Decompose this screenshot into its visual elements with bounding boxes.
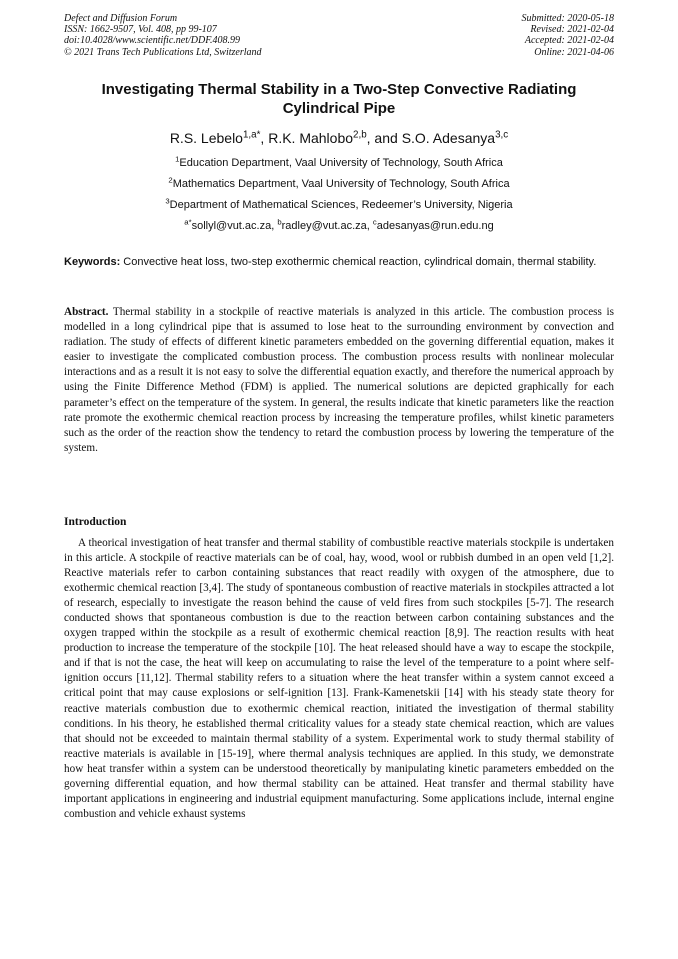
abstract-section [64, 305, 614, 456]
journal-doi: doi:10.4028/www.scientific.net/DDF.408.99 [64, 35, 241, 47]
journal-issn: ISSN: 1662-9507, Vol. 408, pp 99-107 [64, 24, 217, 36]
affiliations [64, 154, 614, 238]
author-separator: , [260, 130, 269, 146]
affiliation-3 [64, 196, 614, 217]
journal-name: Defect and Diffusion Forum [64, 13, 178, 24]
email-link[interactable]: radley@vut.ac.za, [281, 220, 373, 232]
keywords-section [64, 256, 614, 269]
author-list [64, 128, 614, 148]
abstract-label: Abstract. [64, 306, 109, 318]
journal-header [64, 13, 614, 58]
affiliation-2 [64, 175, 614, 196]
introduction-heading: Introduction [64, 516, 127, 528]
submission-dates [522, 13, 615, 58]
author-affil-mark: 3,c [495, 129, 509, 141]
paper-title [64, 80, 614, 118]
date-revised: Revised: 2021-02-04 [530, 24, 614, 36]
author-name: S.O. Adesanya [401, 130, 496, 146]
author-separator: , and [366, 130, 402, 146]
email-mark: a* [184, 217, 192, 227]
abstract-text: Thermal stability in a stockpile of reactive materials is analyzed in this article. The combustion process is modelled in a long cylindrical pipe that is assumed to lose heat to the surrounding environment by convection and radiation. The study of effects of different kinetic parameters embedded on the governing differential equation, makes it easier to investigate the complicated combustion process. The combustion process results with nonlinear molecular interactions and as a result it is not easy to solve the differential equation exactly, and therefore the numerical approach by using the Finite Difference Method (FDM) is applied. The numerical solutions are depicted graphically for each parameter’s effect on the temperature of the system. In general, the results indicate that kinetic parameters like the reaction rate promote the exothermic chemical reaction process by increasing the temperature profiles, whilst kinetic parameters such as the order of the reaction show the tendency to retard the combustion process by lowering the temperature of the system. [64, 306, 614, 454]
introduction-text: A theorical investigation of heat transfer and thermal stability of combustible reactive materials stockpile is undertaken in this article. A stockpile of reactive materials can be of coal, hay, wood, wool or rubbish dumbed in an open veld [1,2]. Reactive materials refer to carbon containing substances that react readily with oxygen of the atmosphere, due to exothermic chemical reaction [3,4]. The study of spontaneous combustion of reactive materials in stockpiles attracted a lot of research, especially to investigate the reason behind the cause of veld fires from such stockpiles [5-7]. The research conducted shows that spontaneous combustion is due to the reaction between carbon containing substances and the oxygen trapped within the stockpile as a result of exothermic chemical reaction [8,9]. The reaction results with heat production to increase the temperature of the stockpile [10]. The heat released should have a way to escape the stockpile, and if that is not the case, the heat will keep on accumulating to raise the level of the temperature to a point where self-ignition occurs [11,12]. Thermal stability refers to a situation where the heat transfer within a system cannot exceed a critical point that may cause explosions or self-ignition [13]. Frank-Kamenetskii [14] with his steady state theory for reactive materials combustion due to exothermic chemical reaction, initiated the investigation of thermal stability conditions. In his theory, he established thermal criticality values for a steady state chemical reaction, which are values that should not be exceeded to maintain thermal stability of a system. Experimental work to study thermal stability of reactive materials is available in [15-19], where thermal analysis techniques are applied. In this study, we demonstrate how heat transfer within a system can be understood theoretically by manipulating kinetic parameters embedded on the governing differential equation, and how thermal stability can be attained. Heat transfer and thermal stability have important applications in engineering and industrial equipment manufacturing. Some applications include, internal engine combustion and vehicle exhaust systems [64, 537, 614, 820]
email-mark: b [277, 217, 282, 227]
email-link[interactable]: sollyl@vut.ac.za, [191, 220, 278, 232]
affiliation-1 [64, 154, 614, 175]
date-accepted: Accepted: 2021-02-04 [524, 35, 614, 47]
author-affil-mark: 1,a* [242, 129, 261, 141]
affil-mark: 2 [168, 175, 173, 185]
affil-text: Department of Mathematical Sciences, Redeemer’s University, Nigeria [169, 199, 513, 211]
title-line-2: Cylindrical Pipe [282, 100, 396, 117]
affil-mark: 1 [175, 154, 180, 164]
affil-mark: 3 [165, 196, 170, 206]
email-link[interactable]: adesanyas@run.edu.ng [376, 220, 494, 232]
author-emails [64, 217, 614, 238]
email-mark: c [372, 217, 377, 227]
affil-text: Education Department, Vaal University of Technology, South Africa [179, 157, 503, 169]
date-online: Online: 2021-04-06 [534, 46, 614, 58]
keywords-label: Keywords: [64, 256, 121, 268]
journal-copyright: © 2021 Trans Tech Publications Ltd, Switzerland [64, 46, 262, 58]
author-affil-mark: 2,b [353, 129, 367, 141]
keywords-text: Convective heat loss, two-step exothermic chemical reaction, cylindrical domain, thermal stability. [120, 256, 597, 268]
date-submitted: Submitted: 2020-05-18 [521, 13, 614, 24]
author-name: R.S. Lebelo [169, 130, 243, 146]
title-line-1: Investigating Thermal Stability in a Two-Step Convective Radiating [101, 81, 577, 98]
author-name: R.K. Mahlobo [268, 130, 354, 146]
affil-text: Mathematics Department, Vaal University of Technology, South Africa [172, 178, 510, 190]
journal-info [64, 13, 262, 58]
